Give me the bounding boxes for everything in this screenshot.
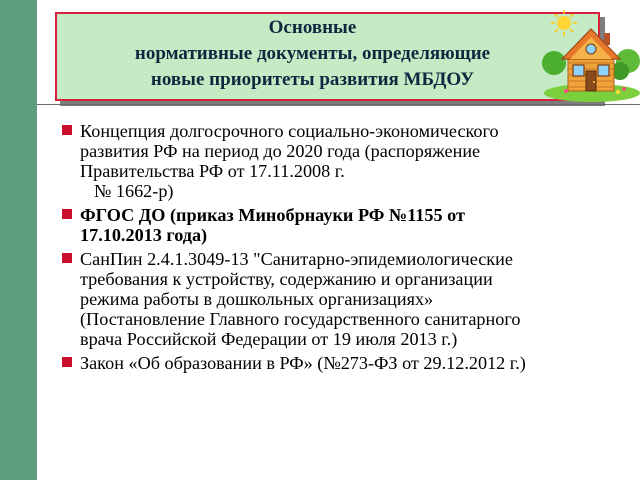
- slide-title: [60, 15, 565, 93]
- square-bullet-icon: [62, 357, 72, 367]
- item-line: Правительства РФ от 17.11.2008 г.: [80, 161, 345, 181]
- list-item-fgos: [62, 205, 632, 245]
- header-divider: [37, 104, 640, 105]
- document-list: [62, 121, 632, 377]
- sun-icon: [551, 10, 577, 36]
- item-line: врача Российской Федерации от 19 июля 2013 г.): [80, 329, 458, 349]
- item-line: ФГОС ДО (приказ Минобрнауки РФ №1155 от: [80, 205, 465, 225]
- square-bullet-icon: [62, 209, 72, 219]
- item-line: развития РФ на период до 2020 года (распоряжение: [80, 141, 481, 161]
- list-item-law: [62, 353, 632, 373]
- item-line: № 1662-р): [94, 181, 174, 201]
- side-bar: [0, 0, 37, 480]
- list-item-concept: [62, 121, 632, 201]
- item-line: СанПин 2.4.1.3049-13 "Санитарно-эпидемиологические: [80, 249, 513, 269]
- cartoon-house-icon: [540, 5, 640, 105]
- square-bullet-icon: [62, 125, 72, 135]
- title-line-1: Основные: [268, 17, 357, 38]
- item-line: режима работы в дошкольных организациях»: [80, 289, 434, 309]
- title-line-2: нормативные документы, определяющие: [134, 43, 491, 64]
- item-line: (Постановление Главного государственного санитарного: [80, 309, 521, 329]
- item-line: требования к устройству, содержанию и организации: [80, 269, 493, 289]
- item-line: 17.10.2013 года): [80, 225, 208, 245]
- list-item-sanpin: [62, 249, 632, 349]
- title-line-3: новые приоритеты развития МБДОУ: [150, 69, 475, 90]
- item-line: Закон «Об образовании в РФ» (№273-ФЗ от 29.12.2012 г.): [80, 353, 526, 373]
- item-line: Концепция долгосрочного социально-экономического: [80, 121, 499, 141]
- square-bullet-icon: [62, 253, 72, 263]
